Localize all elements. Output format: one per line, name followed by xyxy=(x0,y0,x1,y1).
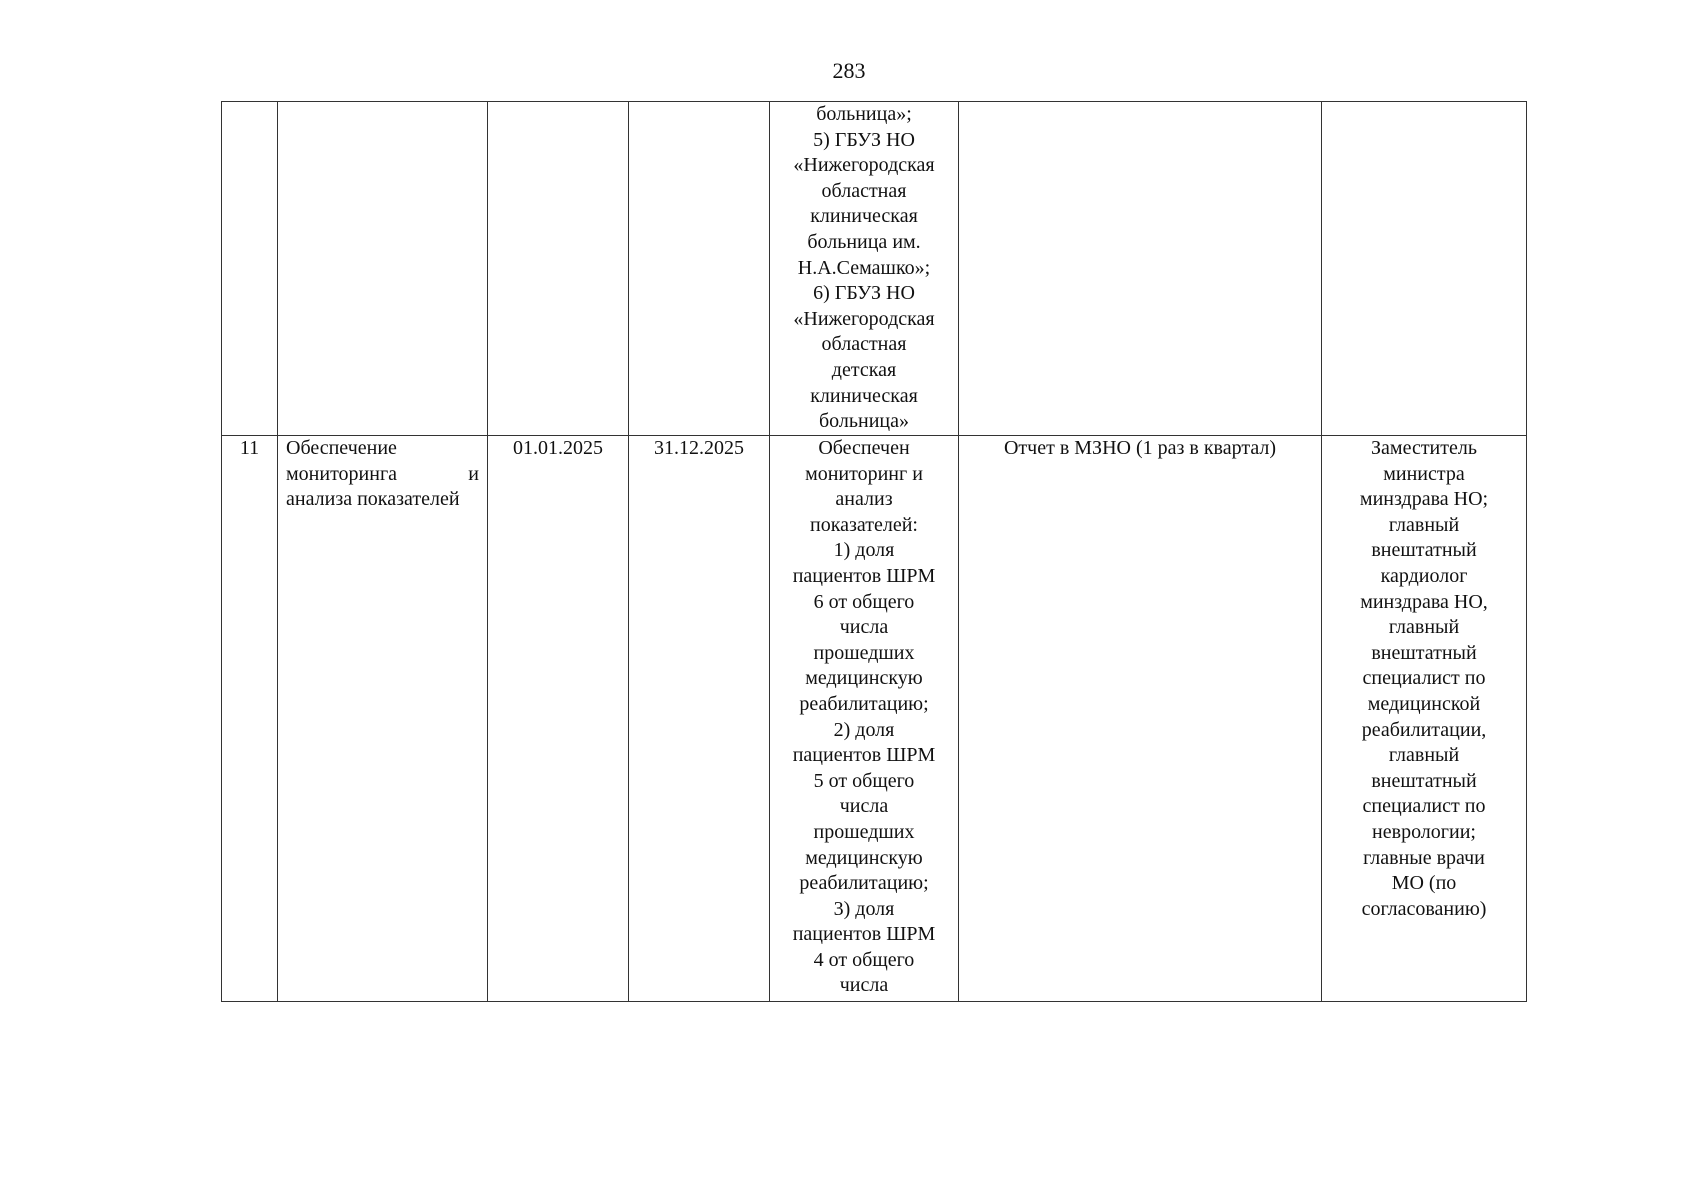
cell-start-date: 01.01.2025 xyxy=(488,436,629,1002)
cell-report: Отчет в МЗНО (1 раз в квартал) xyxy=(959,436,1322,1002)
table-row-11 xyxy=(222,436,1527,1002)
page-number: 283 xyxy=(832,58,866,83)
cell-number-empty xyxy=(222,102,278,436)
cell-end-date: 31.12.2025 xyxy=(629,436,770,1002)
cell-responsible: Заместитель министра минздрава НО; главный внештатный кардиолог минздрава НО, главный внештатный специалист по медицинской реабилитации, главный внештатный специалист по неврологии; главные врачи МО (по согласованию) xyxy=(1322,436,1527,1002)
cell-number: 11 xyxy=(222,436,278,1002)
cell-result: Обеспечен мониторинг и анализ показателей: 1) доля пациентов ШРМ 6 от общего числа прошедших медицинскую реабилитацию; 2) доля пациентов ШРМ 5 от общего числа прошедших медицинскую реабилитацию; 3) доля пациентов ШРМ 4 от общего числа xyxy=(770,436,959,1002)
cell-end-date-empty xyxy=(629,102,770,436)
cell-report-empty xyxy=(959,102,1322,436)
cell-activity: Обеспечение мониторинга и анализа показателей xyxy=(278,436,488,1002)
cell-start-date-empty xyxy=(488,102,629,436)
plan-table xyxy=(221,101,1527,1002)
cell-activity-empty xyxy=(278,102,488,436)
cell-responsible-empty xyxy=(1322,102,1527,436)
cell-result-continuation: больница»; 5) ГБУЗ НО «Нижегородская областная клиническая больница им. Н.А.Семашко»; 6) ГБУЗ НО «Нижегородская областная детская клиническая больница» xyxy=(770,102,959,436)
table-row-continuation xyxy=(222,102,1527,436)
